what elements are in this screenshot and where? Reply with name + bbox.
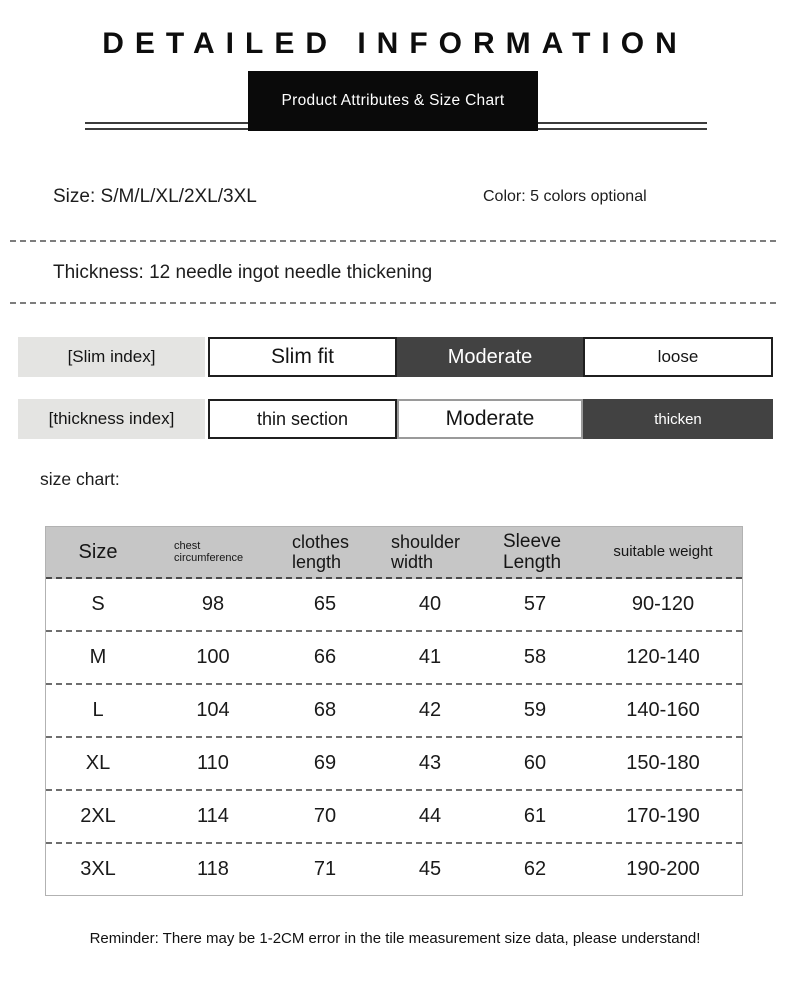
- table-row: [46, 789, 742, 842]
- size-cell: 190-200: [626, 858, 700, 880]
- size-cell: 60: [523, 752, 547, 774]
- table-row: [46, 736, 742, 789]
- page-title: DETAILED INFORMATION: [102, 27, 688, 60]
- thickness-option-thin: thin section: [208, 399, 397, 439]
- size-cell: 98: [201, 593, 225, 615]
- size-cell: 90-120: [631, 593, 695, 615]
- size-cell: S: [91, 593, 105, 615]
- size-cell: 44: [418, 805, 442, 827]
- size-cell: XL: [85, 752, 111, 774]
- column-header-sleeve-length: Sleeve Length: [503, 530, 562, 573]
- size-cell: 150-180: [626, 752, 700, 774]
- size-cell: 62: [523, 858, 547, 880]
- header-banner: [0, 71, 790, 131]
- dashed-divider: [10, 240, 776, 242]
- size-cell: 104: [196, 699, 230, 721]
- slim-option-loose: loose: [583, 337, 773, 377]
- size-cell: 65: [313, 593, 337, 615]
- table-body: [46, 579, 742, 895]
- size-cell: 140-160: [626, 699, 700, 721]
- size-cell: 110: [197, 752, 229, 774]
- size-cell: 3XL: [80, 858, 116, 880]
- table-row: [46, 842, 742, 895]
- column-header-shoulder-width: shoulder width: [391, 531, 461, 572]
- column-header-chest-circumference: chest circumference: [174, 539, 244, 564]
- column-header-size: Size: [78, 540, 118, 563]
- size-cell: 69: [313, 752, 337, 774]
- size-chart-table: [45, 526, 743, 896]
- size-cell: 61: [523, 805, 547, 827]
- size-cell: 40: [418, 593, 442, 615]
- size-cell: 114: [197, 805, 229, 827]
- slim-option-moderate: Moderate: [397, 337, 583, 377]
- size-cell: 2XL: [80, 805, 116, 827]
- size-cell: 70: [313, 805, 337, 827]
- size-cell: 58: [523, 646, 547, 668]
- size-attribute: Size: S/M/L/XL/2XL/3XL: [53, 186, 257, 207]
- slim-index-row: [18, 337, 790, 377]
- size-cell: L: [92, 699, 104, 721]
- table-row: [46, 683, 742, 736]
- size-cell: 41: [418, 646, 442, 668]
- size-cell: 45: [418, 858, 442, 880]
- slim-index-label: [Slim index]: [18, 337, 205, 377]
- dashed-divider: [10, 302, 776, 304]
- section-badge: Product Attributes & Size Chart: [248, 71, 538, 131]
- size-cell: 43: [418, 752, 442, 774]
- thickness-attribute: Thickness: 12 needle ingot needle thickening: [53, 262, 433, 283]
- size-cell: 66: [313, 646, 337, 668]
- size-cell: 57: [523, 593, 547, 615]
- color-attribute: Color: 5 colors optional: [483, 188, 647, 205]
- size-cell: M: [89, 646, 107, 668]
- thickness-index-label: [thickness index]: [18, 399, 205, 439]
- column-header-suitable-weight: suitable weight: [613, 542, 713, 560]
- attributes-row: [0, 186, 790, 210]
- size-cell: 59: [523, 699, 547, 721]
- size-chart-heading: size chart:: [40, 469, 120, 489]
- thickness-option-moderate: Moderate: [397, 399, 583, 439]
- thickness-option-thicken: thicken: [583, 399, 773, 439]
- table-row: [46, 579, 742, 630]
- size-cell: 118: [197, 858, 229, 880]
- size-cell: 68: [313, 699, 337, 721]
- reminder-text: Reminder: There may be 1-2CM error in the tile measurement size data, please understand!: [89, 930, 701, 947]
- size-cell: 42: [418, 699, 442, 721]
- size-cell: 71: [313, 858, 337, 880]
- size-cell: 100: [196, 646, 230, 668]
- size-cell: 120-140: [626, 646, 700, 668]
- size-cell: 170-190: [626, 805, 700, 827]
- slim-option-slim-fit: Slim fit: [208, 337, 397, 377]
- table-header-row: [46, 527, 742, 579]
- column-header-clothes-length: clothes length: [292, 531, 350, 572]
- thickness-index-row: [18, 399, 790, 439]
- table-row: [46, 630, 742, 683]
